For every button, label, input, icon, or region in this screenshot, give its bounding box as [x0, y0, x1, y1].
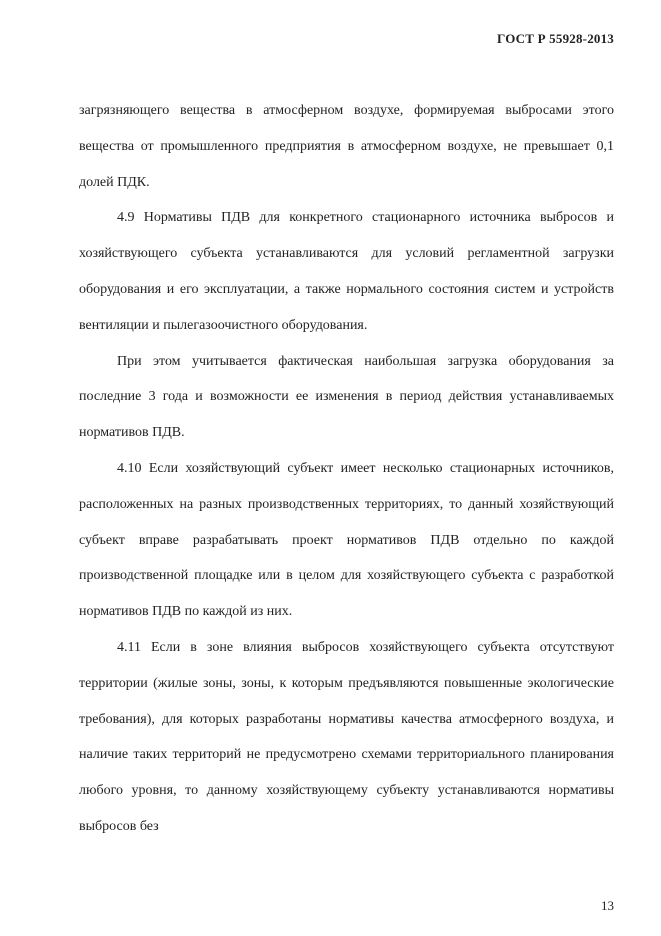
- page-number: 13: [601, 898, 614, 913]
- document-id-header: ГОСТ Р 55928-2013: [497, 31, 614, 46]
- paragraph-continuation: загрязняющего вещества в атмосферном воздухе, формируемая выбросами этого вещества от промышленного предприятия в атмосферном воздухе, не превышает 0,1 долей ПДК.: [79, 103, 614, 190]
- paragraph-clause-4-10: 4.10 Если хозяйствующий субъект имеет несколько стационарных источников, расположенных на разных производственных территориях, то данный хозяйствующий субъект вправе разрабатывать проект нормативов ПДВ отдельно по каждой производственной площадке или в целом для хозяйствующего субъекта с разработкой нормативов ПДВ по каждой из них.: [79, 460, 614, 620]
- paragraph-clause-4-11: 4.11 Если в зоне влияния выбросов хозяйствующего субъекта отсутствуют территории (жилые зоны, зоны, к которым предъявляются повышенные экологические требования), для которых разработаны нормативы качества атмосферного воздуха, и наличие таких территорий не предусмотрено схемами территориального планирования любого уровня, то данному хозяйствующему субъекту устанавливаются нормативы выбросов без: [79, 639, 614, 834]
- paragraph-clause-4-9: 4.9 Нормативы ПДВ для конкретного стационарного источника выбросов и хозяйствующего субъекта устанавливаются для условий регламентной загрузки оборудования и его эксплуатации, а также нормального состояния систем и устройств вентиляции и пылегазоочистного оборудования.: [79, 210, 614, 333]
- paragraph-load-consideration: При этом учитывается фактическая наибольшая загрузка оборудования за последние 3 года и возможности ее изменения в период действия устанавливаемых нормативов ПДВ.: [79, 353, 614, 441]
- document-body: [79, 93, 614, 845]
